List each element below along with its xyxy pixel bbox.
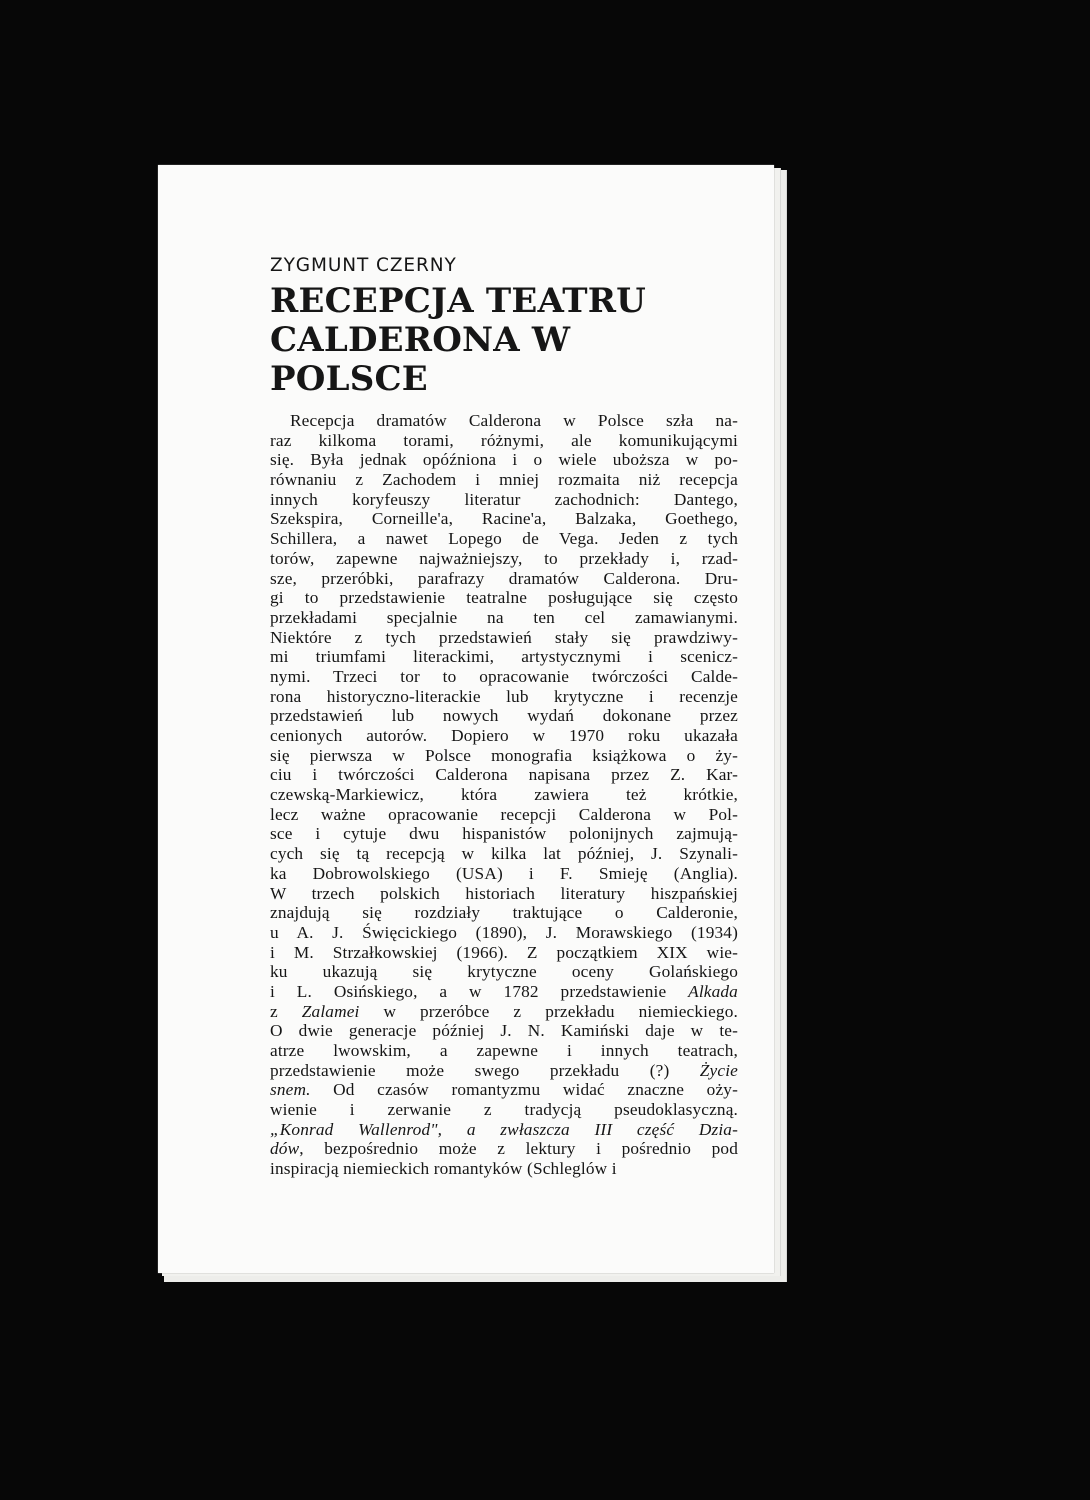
text-line: Schillera, a nawet Lopego de Vega. Jeden z tych — [270, 529, 738, 549]
text-line: znajdują się rozdziały traktujące o Calderonie, — [270, 903, 738, 923]
text-line: ku ukazują się krytyczne oceny Golańskiego — [270, 962, 738, 982]
text-segment: , bezpośrednio może z lektury i pośrednio pod — [299, 1139, 738, 1159]
text-line — [270, 1061, 738, 1081]
italic-title: snem. — [270, 1080, 311, 1100]
text-line: się. Była jednak opóźniona i o wiele uboższa w po- — [270, 450, 738, 470]
text-line: innych koryfeuszy literatur zachodnich: Dantego, — [270, 489, 738, 509]
text-line: się pierwsza w Polsce monografia książkowa o ży- — [270, 745, 738, 765]
page — [158, 165, 774, 1273]
text-line — [270, 1080, 738, 1100]
text-line: lecz ważne opracowanie recepcji Calderona w Pol- — [270, 804, 738, 824]
text-line: rona historyczno-literackie lub krytyczne i recenzje — [270, 686, 738, 706]
text-line — [270, 982, 738, 1002]
text-line: gi to przedstawienie teatralne posługujące się często — [270, 588, 738, 608]
text-line: przedstawień lub nowych wydań dokonane przez — [270, 706, 738, 726]
text-line: torów, zapewne najważniejszy, to przekłady i, rzad- — [270, 548, 738, 568]
text-line: sce i cytuje dwu hispanistów polonijnych zajmują- — [270, 824, 738, 844]
text-line: raz kilkoma torami, różnymi, ale komunikującymi — [270, 430, 738, 450]
text-line: W trzech polskich historiach literatury hiszpańskiej — [270, 883, 738, 903]
text-line: wienie i zerwanie z tradycją pseudoklasyczną. — [270, 1100, 738, 1120]
text-line: mi triumfami literackimi, artystycznymi i scenicz- — [270, 647, 738, 667]
text-segment: z — [270, 1001, 278, 1021]
text-segment: Od czasów romantyzmu widać znaczne oży- — [333, 1080, 738, 1100]
italic-title: Alkada — [688, 981, 738, 1001]
italic-title: Życie — [699, 1060, 738, 1080]
article-title — [270, 282, 738, 399]
author-name: ZYGMUNT CZERNY — [270, 255, 457, 276]
text-line — [270, 1120, 738, 1140]
text-line: Niektóre z tych przedstawień stały się prawdziwy- — [270, 627, 738, 647]
text-segment: przedstawienie może swego przekładu (?) — [270, 1060, 670, 1080]
text-line: ka Dobrowolskiego (USA) i F. Smieję (Anglia). — [270, 863, 738, 883]
text-line: O dwie generacje później J. N. Kamiński daje w te- — [270, 1021, 738, 1041]
text-line: Recepcja dramatów Calderona w Polsce szła na- — [290, 411, 738, 430]
text-line: nymi. Trzeci tor to opracowanie twórczości Calde- — [270, 666, 738, 686]
article — [270, 255, 738, 1179]
text-line: cych się tą recepcją w kilka lat później, J. Szynali- — [270, 844, 738, 864]
text-line: atrze lwowskim, a zapewne i innych teatrach, — [270, 1041, 738, 1060]
text-segment: i L. Osińskiego, a w 1782 przedstawienie — [270, 981, 667, 1001]
text-line — [270, 1002, 738, 1022]
text-line: sze, przeróbki, parafrazy dramatów Calderona. Dru- — [270, 568, 738, 588]
text-line: ciu i twórczości Calderona napisana przez Z. Kar- — [270, 765, 738, 785]
text-line: u A. J. Święcickiego (1890), J. Morawskiego (1934) — [270, 922, 738, 942]
text-line: równaniu z Zachodem i mniej rozmaita niż recepcja — [270, 470, 738, 490]
text-line: cenionych autorów. Dopiero w 1970 roku ukazała — [270, 726, 738, 745]
text-segment: w przeróbce z przekładu niemieckiego. — [383, 1001, 738, 1021]
text-line: czewską-Markiewicz, która zawiera też krótkie, — [270, 785, 738, 805]
italic-title: „Konrad Wallenrod", a zwłaszcza III część — [270, 1119, 675, 1139]
title-line: RECEPCJA TEATRU — [270, 281, 647, 321]
text-line — [270, 1139, 738, 1159]
text-line: inspiracją niemieckich romantyków (Schleglów i — [270, 1159, 617, 1179]
text-line: i M. Strzałkowskiej (1966). Z początkiem XIX wie- — [270, 942, 738, 962]
italic-title: Zalamei — [301, 1001, 360, 1021]
text-line: Szekspira, Corneille'a, Racine'a, Balzaka, Goethego, — [270, 509, 738, 529]
italic-title: Dzia- — [698, 1119, 738, 1139]
title-line: CALDERONA W POLSCE — [270, 320, 571, 399]
text-line: przekładami specjalnie na ten cel zamawianymi. — [270, 607, 738, 627]
italic-title: dów — [270, 1139, 300, 1159]
article-body — [270, 411, 738, 1179]
